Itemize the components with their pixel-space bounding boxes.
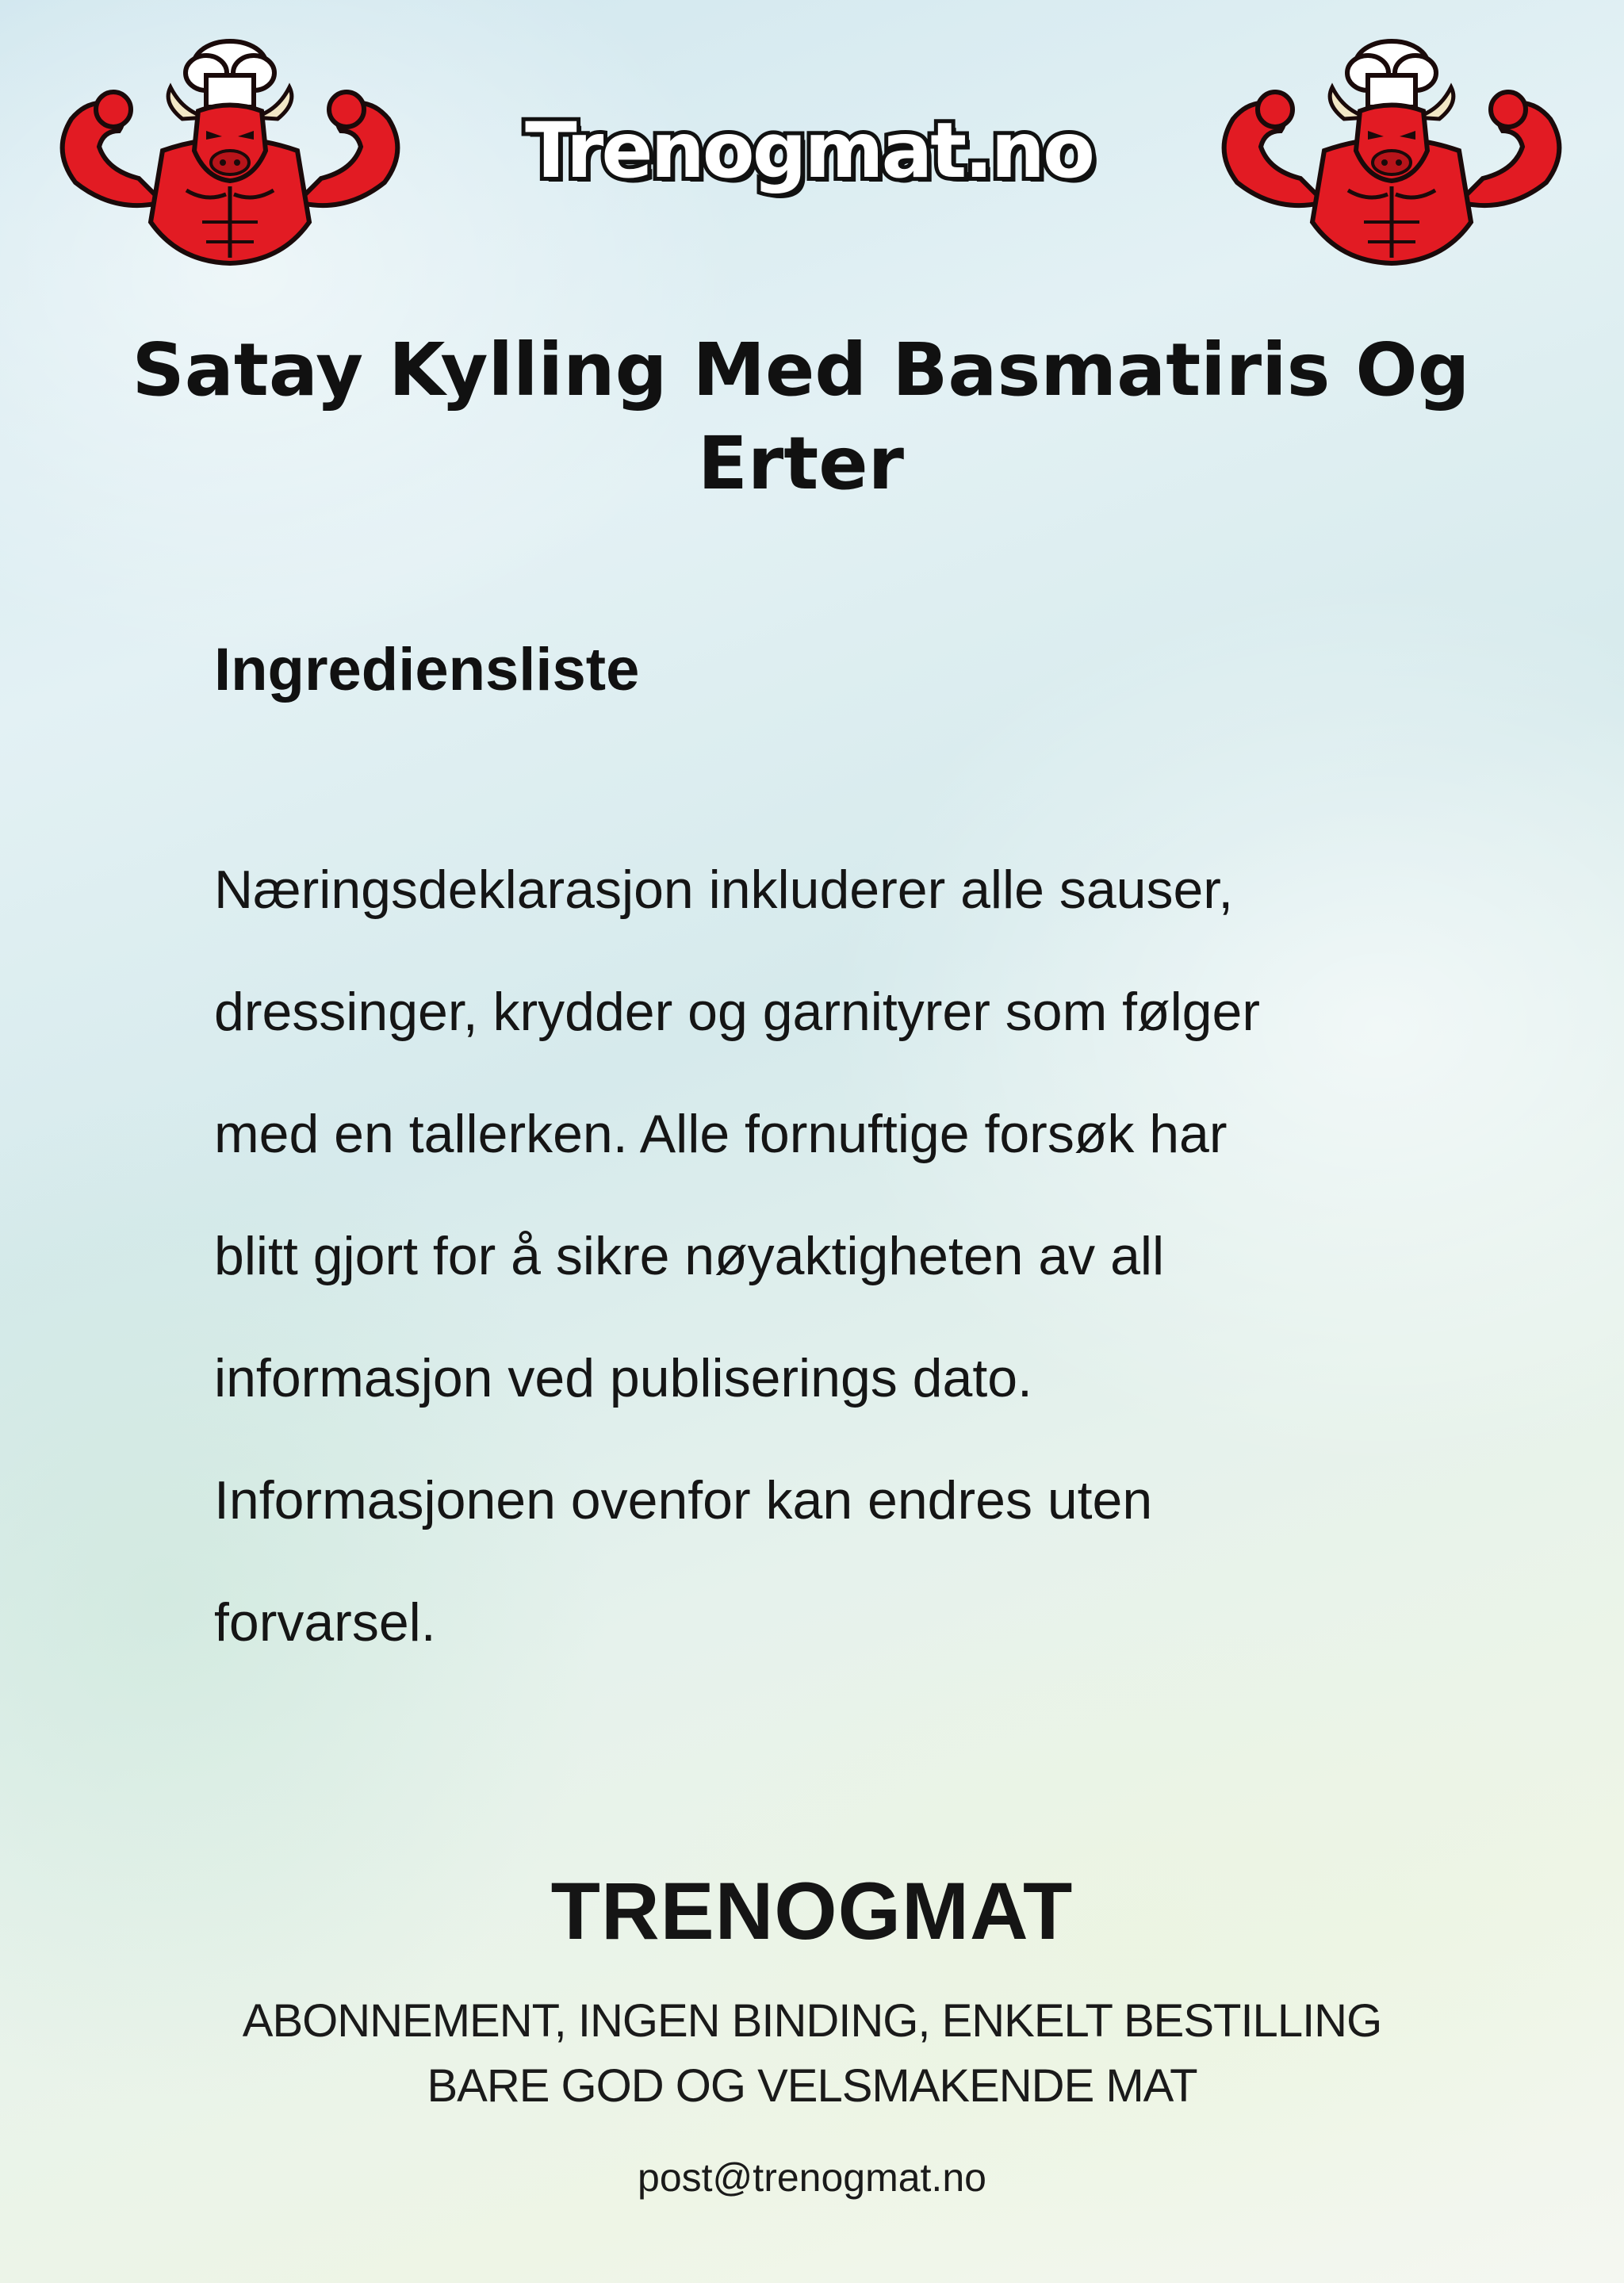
footer [0,1864,1624,2201]
disclaimer-line: Informasjonen ovenfor kan endres uten [214,1470,1153,1530]
disclaimer-line: med en tallerken. Alle fornuftige forsøk har [214,1104,1228,1164]
brand-logo-text: Trenogmat.no [525,106,1093,195]
recipe-title-line-2: Erter [698,421,904,506]
footer-tagline-2: BARE GOD OG VELSMAKENDE MAT [427,2060,1197,2112]
footer-tagline-1: ABONNEMENT, INGEN BINDING, ENKELT BESTILLING [242,1995,1382,2047]
ingredients-heading: Ingrediensliste [214,636,640,703]
recipe-title-line-1: Satay Kylling Med Basmatiris Og [132,328,1470,412]
disclaimer-line: Næringsdeklarasjon inkluderer alle sauser, [214,860,1234,920]
recipe-title [79,324,1522,511]
footer-brand: TRENOGMAT [550,1866,1074,1956]
disclaimer-line: informasjon ved publiserings dato. [214,1348,1032,1408]
nutrition-disclaimer [214,829,1451,1684]
disclaimer-line: dressinger, krydder og garnityrer som følger [214,982,1260,1042]
bull-chef-mascot-icon [44,32,416,270]
disclaimer-line: forvarsel. [214,1592,436,1653]
brand-logo [523,103,1094,198]
bull-chef-mascot-icon [1205,32,1578,270]
contact-email: post@trenogmat.no [638,2155,986,2200]
disclaimer-line: blitt gjort for å sikre nøyaktigheten av all [214,1226,1165,1286]
